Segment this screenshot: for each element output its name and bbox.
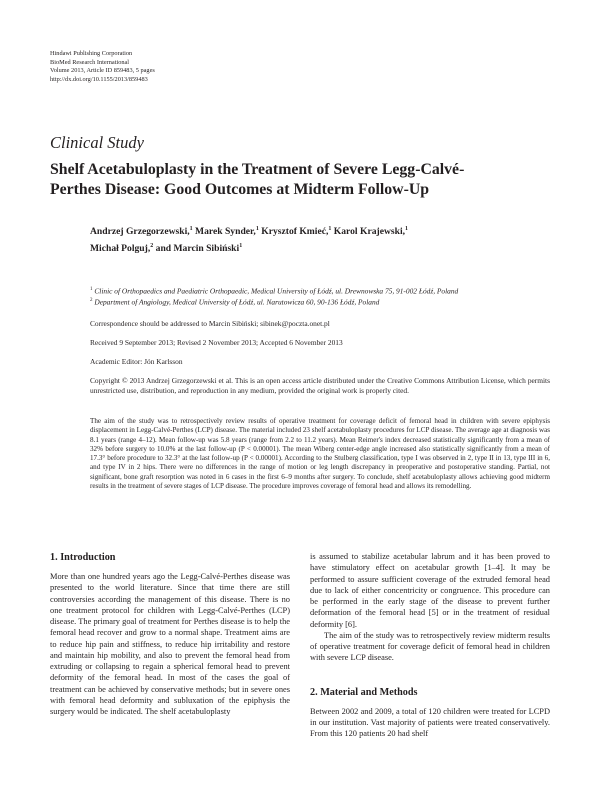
journal-name: BioMed Research International (50, 58, 130, 66)
publisher-name: Hindawi Publishing Corporation (50, 50, 133, 57)
paragraph: The aim of the study was to retrospectively review midterm results of operative treatment for coverage deficit of femoral head in children with severe LCP disease. (310, 630, 550, 663)
column-right (310, 551, 550, 739)
correspondence-note: Correspondence should be addressed to Marcin Sibiński; sibinek@poczta.onet.pl (90, 319, 330, 328)
abstract: The aim of the study was to retrospectively review results of operative treatment for coverage deficit of femoral head in children with severe epiphysis displacement in Legg-Calvé-Perthes (LCP) disease. The material included 23 shelf acetabuloplasty procedures for LCP disease. The average age at diagnosis was 8.1 years (range 4–12). Mean follow-up was 5.8 years (range from 2.2 to 11.2 years). Mean Reimer's index decreased statistically significantly from a mean of 32% before surgery to 10.0% at the last follow-up (P < 0.00001). The mean Wiberg center-edge angle increased also statistically significantly from a mean of 17.3° before procedure to 32.3° at the last follow-up (P < 0.00001). According to the Stulberg classification, type I was observed in 2, type II in 13, type III in 6, and type IV in 2 hips. There were no differences in the range of motion or leg length discrepancy in preoperative and postoperative standing. Partial, not significant, bone graft resorption was noted in 6 cases in the first 6–9 months after surgery. To conclude, shelf acetabuloplasty allows achieving good midterm results in the treatment of severe stages of LCP disease. The procedure improves coverage of femoral head and allows its remodelling. (90, 417, 550, 491)
paragraph: is assumed to stabilize acetabular labrum and it has been proved to have stimulatory effect on acetabular growth [1–4]. It may be performed to assure sufficient coverage of the extruded femoral head due to lack of either concentricity or congruence. This procedure can be performed in the early stage of the disease to prevent further deformation of the femoral head [5] or in the treatment of residual deformity [6]. (310, 552, 550, 629)
column-left (50, 551, 290, 717)
author: Marek Synder,$^1$ (195, 226, 259, 238)
author: and Marcin Sibiński$^1$ (155, 243, 243, 255)
doi-link[interactable]: http://dx.doi.org/10.1155/2013/859483 (50, 75, 148, 83)
author: Karol Krajewski,$^1$ (333, 226, 409, 238)
author: Andrzej Grzegorzewski,$^1$ (90, 226, 193, 238)
author: Krysztof Kmieć,$^1$ (261, 226, 332, 238)
article-title: Shelf Acetabuloplasty in the Treatment of Severe Legg-Calvé-Perthes Disease: Good Outcomes at Midterm Follow-Up (50, 161, 465, 198)
volume-info: Volume 2013, Article ID 859483, 5 pages (50, 67, 155, 75)
copyright-notice: Copyright © 2013 Andrzej Grzegorzewski et al. This is an open access article distributed under the Creative Commons Attribution License, which permits unrestricted use, distribution, and reproduction in any medium, provided the original work is properly cited. (90, 376, 550, 395)
affiliations (90, 285, 550, 307)
affiliation: $^1$ Clinic of Orthopaedics and Paediatric Orthopaedic, Medical University of Łódź, ul. Drewnowska 75, 91-002 Łódź, Poland (90, 286, 459, 296)
publisher-header (50, 50, 155, 84)
paragraph: More than one hundred years ago the Legg-Calvé-Perthes disease was presented to the world literature. Since that time there are still controversies according the management of this disease. There is no one treatment protocol for children with Legg-Calvé-Perthes (LCP) disease. The primary goal of treatment for Perthes disease is to help the femoral head recover and grow to a normal shape. Treatment aims are to reduce hip pain and stiffness, to reduce hip irritability and restore and maintain hip mobility, and also to prevent the femoral head from extruding or collapsing to regain a spherical femoral head to prevent deformity of the femoral head. In most of the cases the goal of treatment can be achieved by conservative methods; but in severe ones with femoral head deformity and subluxation of the epiphysis the surgery would be indicated. The shelf acetabuloplasty (50, 572, 290, 716)
section-heading-introduction: 1. Introduction (50, 552, 116, 563)
affiliation: $^2$ Department of Angiology, Medical University of Łódź, ul. Narutowicza 60, 90-136 Łódź, Poland (90, 297, 380, 307)
article-type: Clinical Study (50, 133, 144, 152)
section-heading-methods: 2. Material and Methods (310, 686, 418, 698)
author: Michał Polguj,$^2$ (90, 243, 154, 255)
author-list (90, 222, 530, 256)
paragraph: Between 2002 and 2009, a total of 120 children were treated for LCPD in our institution. Vast majority of patients were treated conservatively. From this 120 patients 20 had shelf (310, 706, 550, 738)
academic-editor: Academic Editor: Jón Karlsson (90, 357, 183, 366)
publication-dates: Received 9 September 2013; Revised 2 November 2013; Accepted 6 November 2013 (90, 338, 343, 347)
